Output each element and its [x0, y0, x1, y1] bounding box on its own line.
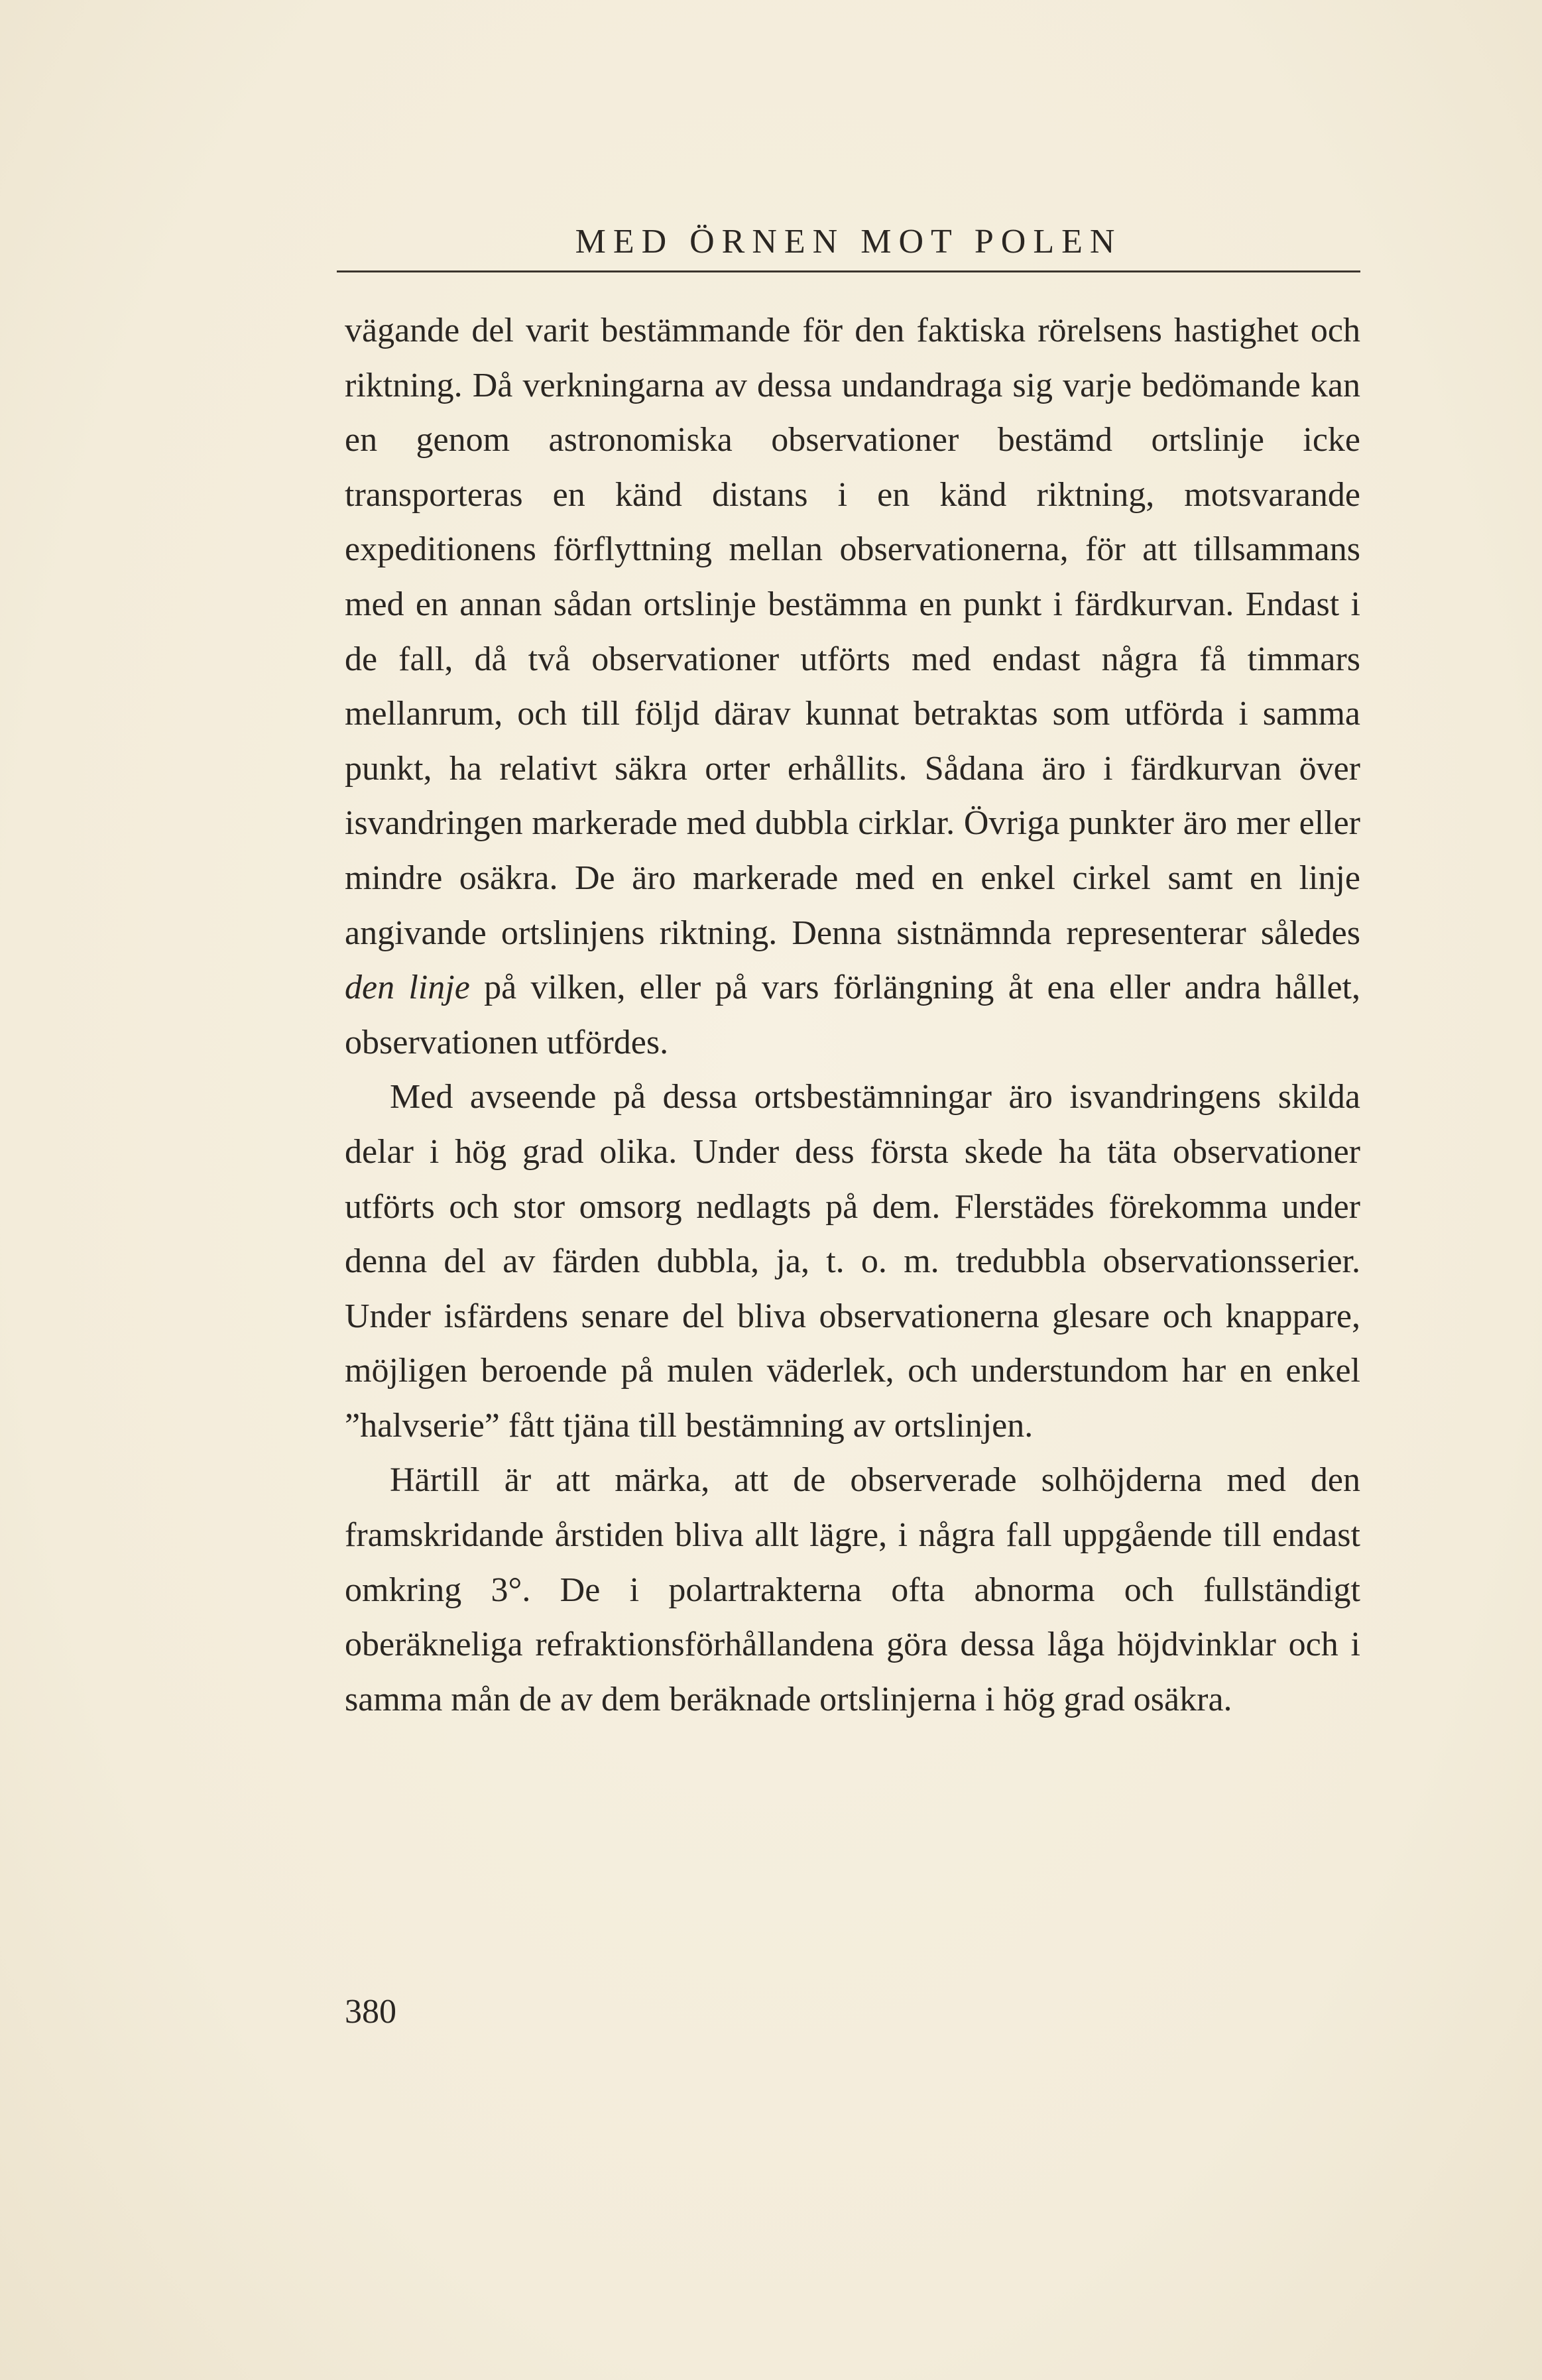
running-head: MED ÖRNEN MOT POLEN: [575, 223, 1122, 261]
paragraph-1-text-b: på vilken, eller på vars förlängning åt ena eller andra hållet, observationen utfördes.: [345, 969, 1360, 1061]
paragraph-1-text-a: vägande del varit bestämmande för den faktiska rörelsens hastighet och riktning. Då verkningarna av dessa undandraga sig varje bedömande kan en genom astronomiska observationer bestämd ortslinje icke transporteras en känd distans i en känd riktning, motsvarande expeditionens förflyttning mellan observationerna, för att tillsammans med en annan sådan ortslinje bestämma en punkt i färdkurvan. Endast i de fall, då två observationer utförts med endast några få timmars mellanrum, och till följd därav kunnat betraktas som utförda i samma punkt, ha relativt säkra orter erhållits. Sådana äro i färdkurvan över isvandringen markerade med dubbla cirklar. Övriga punkter äro mer eller mindre osäkra. De äro markerade med en enkel cirkel samt en linje angivande ortslinjens riktning. Denna sistnämnda representerar således: [345, 312, 1360, 952]
paragraph-1-italic: den linje: [345, 969, 470, 1007]
paragraph-2: Med avseende på dessa ortsbestämningar äro isvandringens skilda delar i hög grad olika. Under dess första skede ha täta observationer utförts och stor omsorg nedlagts på dem. Flerstädes förekomma under denna del av färden dubbla, ja, t. o. m. tredubbla observationsserier. Under isfärdens senare del bliva observationerna glesare och knappare, möjligen beroende på mulen väderlek, och understundom har en enkel ”halvserie” fått tjäna till bestämning av ortslinjen.: [345, 1078, 1360, 1445]
page-number: 380: [345, 1993, 396, 2031]
body-text: [345, 304, 1360, 1727]
paragraph-1: [345, 304, 1360, 1070]
header-rule: [337, 270, 1360, 272]
paragraph-3: Härtill är att märka, att de observerade solhöjderna med den framskridande årstiden bliva allt lägre, i några fall uppgående till endast omkring 3°. De i polartrakterna ofta abnorma och fullständigt oberäkneliga refraktionsförhållandena göra dessa låga höjdvinklar och i samma mån de av dem beräknade ortslinjerna i hög grad osäkra.: [345, 1461, 1360, 1718]
